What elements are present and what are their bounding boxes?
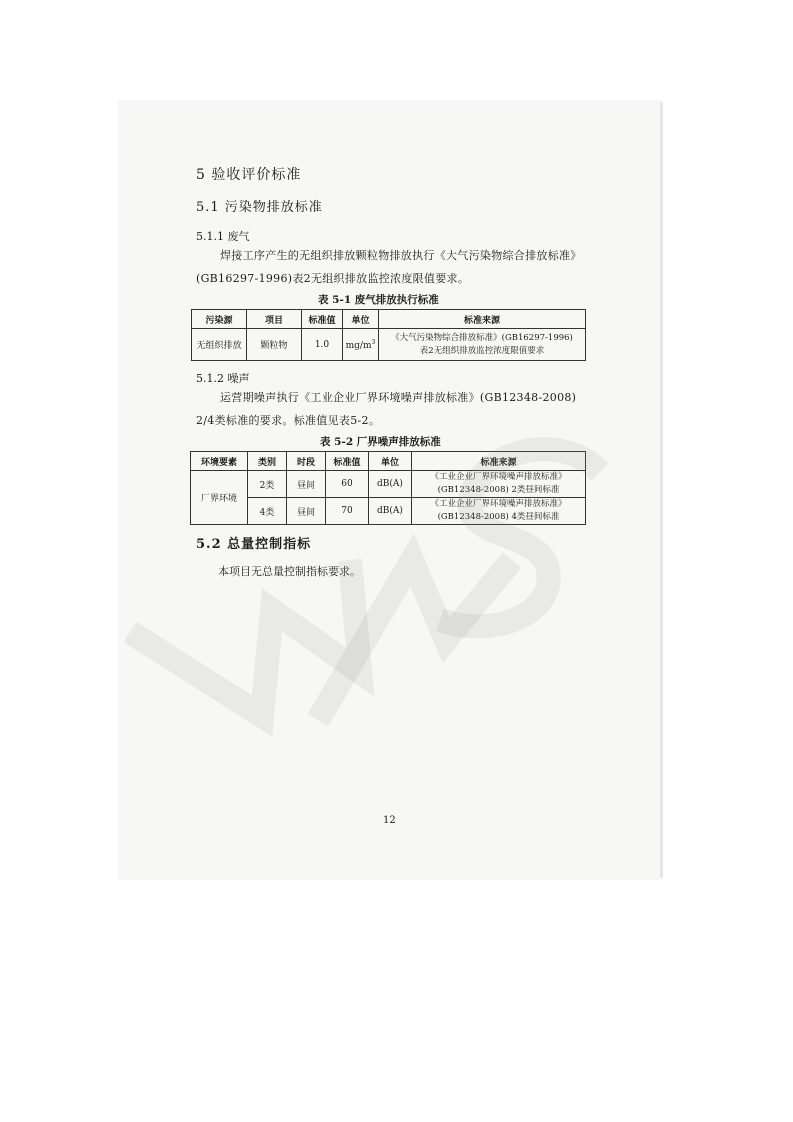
table-header: 项目 bbox=[247, 310, 302, 329]
table-cell: 昼间 bbox=[287, 498, 326, 525]
unit-superscript: 3 bbox=[371, 338, 376, 346]
std-source-line: (GB12348-2008) 4类昼间标准 bbox=[437, 512, 560, 522]
table-cell bbox=[412, 498, 586, 525]
table-cell: 无组织排放 bbox=[192, 329, 247, 361]
table-header: 污染源 bbox=[192, 310, 247, 329]
table-header: 环境要素 bbox=[191, 452, 248, 471]
std-source-line: 《大气污染物综合排放标准》(GB16297-1996) bbox=[391, 332, 573, 343]
table-header: 单位 bbox=[369, 452, 412, 471]
std-source-line: 表2无组织排放监控浓度限值要求 bbox=[419, 345, 545, 356]
unit-text: mg/m bbox=[345, 340, 372, 351]
section-5-1-title: 5.1 污染物排放标准 bbox=[196, 200, 323, 215]
table-cell bbox=[343, 329, 379, 361]
table-cell: 颗粒物 bbox=[247, 329, 302, 361]
table-cell: 70 bbox=[326, 498, 369, 525]
table-header: 时段 bbox=[287, 452, 326, 471]
section-5-2-title: 5.2 总量控制指标 bbox=[196, 537, 312, 552]
page-number: 12 bbox=[383, 815, 396, 826]
section-5-1-1-title: 5.1.1 废气 bbox=[196, 230, 250, 243]
std-source-line: 《工业企业厂界环境噪声排放标准》 bbox=[430, 472, 567, 482]
exhaust-paragraph: 焊接工序产生的无组织排放颗粒物排放执行《大气污染物综合排放标准》(GB16297-1996)表2无组织排放监控浓度限值要求。 bbox=[196, 249, 582, 285]
table-cell bbox=[379, 329, 586, 361]
noise-paragraph: 运营期噪声执行《工业企业厂界环境噪声排放标准》(GB12348-2008) 2/4类标准的要求。标准值见表5-2。 bbox=[196, 391, 577, 427]
total-control-paragraph: 本项目无总量控制指标要求。 bbox=[218, 565, 361, 578]
table-cell: 4类 bbox=[248, 498, 287, 525]
table-cell: dB(A) bbox=[369, 498, 412, 525]
noise-standard-table bbox=[190, 451, 586, 525]
table-row bbox=[192, 329, 586, 361]
table-5-1-caption: 表 5-1 废气排放执行标准 bbox=[318, 294, 439, 306]
std-source-line: 《工业企业厂界环境噪声排放标准》 bbox=[430, 499, 567, 509]
table-cell: 厂界环境 bbox=[191, 471, 248, 525]
section-5-title: 5 验收评价标准 bbox=[196, 167, 302, 183]
std-source-line: (GB12348-2008) 2类昼间标准 bbox=[437, 485, 560, 495]
table-cell bbox=[412, 471, 586, 498]
table-cell: 2类 bbox=[248, 471, 287, 498]
table-header: 标准值 bbox=[326, 452, 369, 471]
table-cell: dB(A) bbox=[369, 471, 412, 498]
table-header: 标准来源 bbox=[412, 452, 586, 471]
table-header: 标准来源 bbox=[379, 310, 586, 329]
table-header: 标准值 bbox=[302, 310, 343, 329]
table-row bbox=[191, 471, 586, 498]
table-5-2-caption: 表 5-2 厂界噪声排放标准 bbox=[320, 436, 441, 448]
page-edge-shadow bbox=[660, 102, 663, 878]
table-row bbox=[191, 498, 586, 525]
section-5-1-2-title: 5.1.2 噪声 bbox=[196, 372, 250, 385]
exhaust-standard-table bbox=[191, 309, 586, 361]
table-cell: 60 bbox=[326, 471, 369, 498]
table-cell: 1.0 bbox=[302, 329, 343, 361]
table-cell: 昼间 bbox=[287, 471, 326, 498]
table-header: 单位 bbox=[343, 310, 379, 329]
table-header: 类别 bbox=[248, 452, 287, 471]
